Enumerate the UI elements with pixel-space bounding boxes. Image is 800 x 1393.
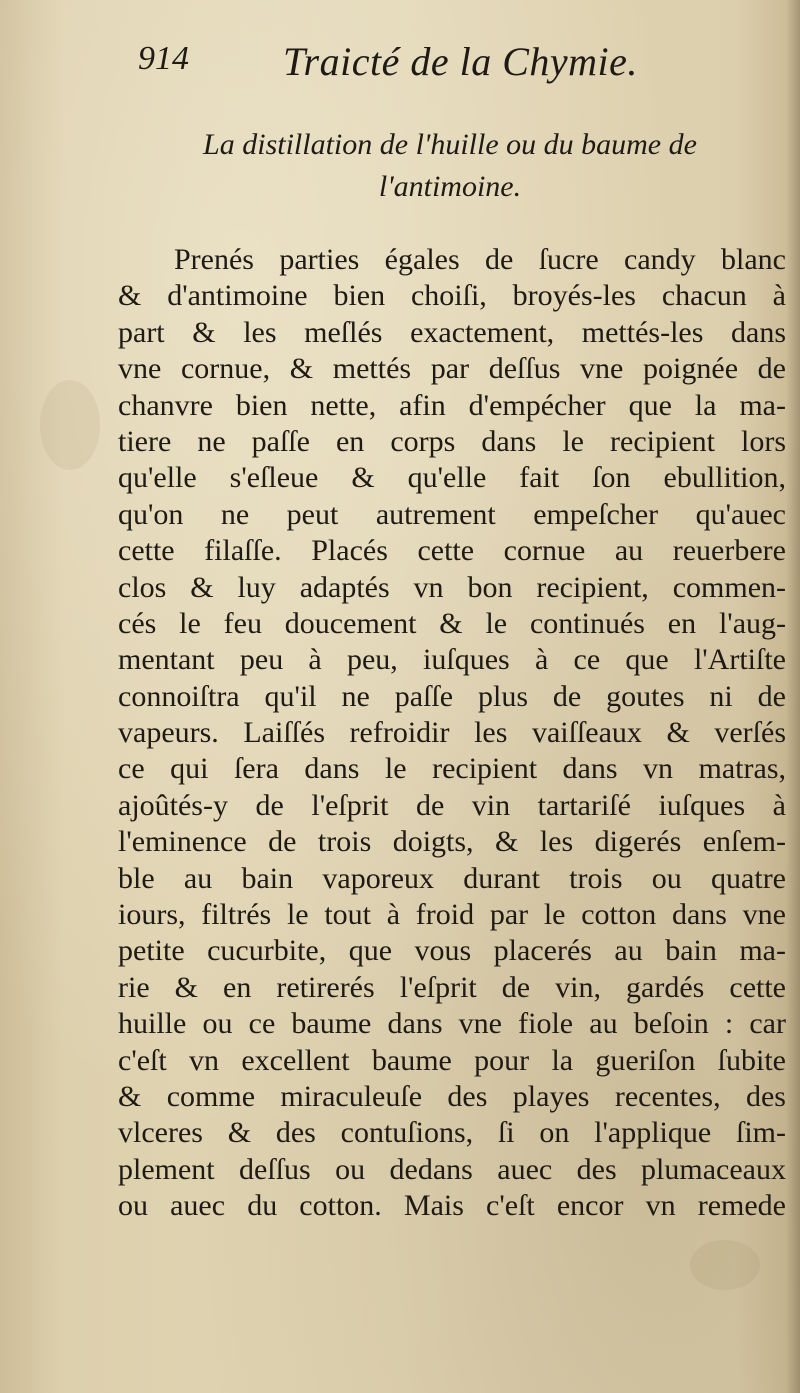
section-title xyxy=(130,124,770,208)
text-line: ble au bain vaporeux durant trois ou quatre xyxy=(118,861,786,895)
text-line: cette filaſſe. Placés cette cornue au reuerbere xyxy=(118,534,786,568)
paper-stain xyxy=(690,1240,760,1290)
text-line: tiere ne paſſe en corps dans le recipient lors xyxy=(118,424,786,458)
text-line: connoiſtra qu'il ne paſſe plus de goutes ni de xyxy=(118,679,786,713)
text-line: mentant peu à peu, iuſques à ce que l'Artiſte xyxy=(118,643,786,677)
text-line: c'eſt vn excellent baume pour la gueriſon ſubite xyxy=(118,1043,786,1077)
text-line: rie & en retirerés l'eſprit de vin, gardés cette xyxy=(118,970,786,1004)
text-line: vlceres & des contuſions, ſi on l'applique ſim- xyxy=(118,1116,786,1150)
text-line: chanvre bien nette, afin d'empécher que la ma- xyxy=(118,388,786,422)
text-line: qu'elle s'eſleue & qu'elle fait ſon ebullition, xyxy=(118,461,786,495)
page-number: 914 xyxy=(138,40,189,77)
page-header xyxy=(138,40,778,96)
text-line: ce qui ſera dans le recipient dans vn matras, xyxy=(118,752,786,786)
text-line: iours, filtrés le tout à froid par le cotton dans vne xyxy=(118,898,786,932)
text-line: qu'on ne peut autrement empeſcher qu'auec xyxy=(118,497,786,531)
text-line: l'eminence de trois doigts, & les digerés enſem- xyxy=(118,825,786,859)
page-edge-shadow xyxy=(786,0,800,1393)
text-line: huille ou ce baume dans vne fiole au beſoin : car xyxy=(118,1007,786,1041)
text-line: & d'antimoine bien choiſi, broyés-les chacun à xyxy=(118,279,786,313)
text-line: ou auec du cotton. Mais c'eſt encor vn remede xyxy=(118,1189,786,1223)
text-line: vne cornue, & mettés par deſſus vne poignée de xyxy=(118,352,786,386)
section-title-line: l'antimoine. xyxy=(378,170,522,203)
body-paragraph xyxy=(118,242,786,1225)
section-title-line: La distillation de l'huille ou du baume de xyxy=(203,128,697,161)
text-line: plement deſſus ou dedans auec des plumaceaux xyxy=(118,1152,786,1186)
text-line: & comme miraculeuſe des playes recentes, des xyxy=(118,1079,786,1113)
running-head: Traicté de la Chymie. xyxy=(283,39,638,84)
text-line: cés le feu doucement & le continués en l'aug- xyxy=(118,606,786,640)
text-line: clos & luy adaptés vn bon recipient, commen- xyxy=(118,570,786,604)
text-line: ajoûtés-y de l'eſprit de vin tartariſé iuſques à xyxy=(118,788,786,822)
text-line: petite cucurbite, que vous placerés au bain ma- xyxy=(118,934,786,968)
text-line: part & les meſlés exactement, mettés-les dans xyxy=(118,315,786,349)
text-line: Prenés parties égales de ſucre candy blanc xyxy=(174,243,786,276)
paper-stain xyxy=(40,380,100,470)
text-line: vapeurs. Laiſſés refroidir les vaiſſeaux & verſés xyxy=(118,716,786,750)
